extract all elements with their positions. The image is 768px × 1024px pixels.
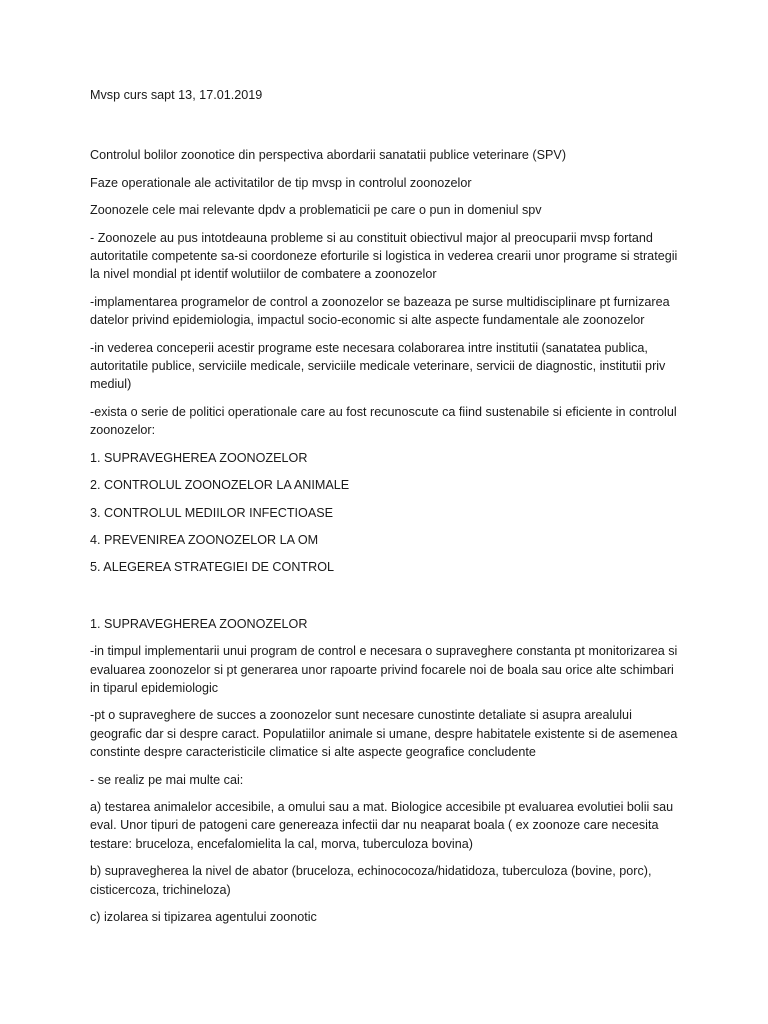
section-paragraph: - se realiz pe mai multe cai: — [90, 772, 244, 787]
intro-paragraph: -in vederea conceperii acestir programe este necesara colaborarea intre institutii (sanatatea publica, autoritatile publice, serviciile medicale, serviciile medicale veterinare, servicii de diagnostic, institutii priv mediul) — [90, 340, 666, 392]
intro-paragraph: - Zoonozele au pus intotdeauna probleme si au constituit obiectivul major al preocuparii mvsp fortand autoritatile competente sa-si coordoneze eforturile si logistica in vederea crearii unor programe si strategii la nivel mondial pt identif wolutiilor de combatere a zoonozelor — [90, 230, 678, 282]
intro-paragraph: Controlul bolilor zoonotice din perspectiva abordarii sanatatii publice veterinare (SPV) — [90, 148, 567, 163]
section-paragraph: c) izolarea si tipizarea agentului zoonotic — [90, 910, 317, 924]
intro-paragraph: -exista o serie de politici operationale care au fost recunoscute ca fiind sustenabile si eficiente in controlul zoonozelor: — [90, 404, 677, 438]
document-header: Mvsp curs sapt 13, 17.01.2019 — [90, 88, 263, 102]
section-paragraph: a) testarea animalelor accesibile, a omului sau a mat. Biologice accesibile pt evaluarea evolutiei bolii sau eval. Unor tipuri de patogeni care genereaza infectii dar nu neaparat boala ( ex zoonoze care necesita testare: bruceloza, encefalomielita la cal, morva, tuberculoza bovina) — [90, 799, 674, 851]
list-item: 1. SUPRAVEGHEREA ZOONOZELOR — [90, 450, 308, 465]
section-paragraph: -pt o supraveghere de succes a zoonozelor sunt necesare cunostinte detaliate si asupra arealului geografic dar si despre caract. Populatiilor animale si umane, despre habitatele existente si de asemenea constinte despre caracteristicile climatice si alte aspecte geografice concludente — [90, 708, 678, 760]
list-item: 4. PREVENIREA ZOONOZELOR LA OM — [90, 532, 319, 547]
list-item: 3. CONTROLUL MEDIILOR INFECTIOASE — [90, 505, 334, 520]
intro-paragraph: Zoonozele cele mai relevante dpdv a problematicii pe care o pun in domeniul spv — [90, 203, 542, 218]
section-paragraph: -in timpul implementarii unui program de control e necesara o supraveghere constanta pt monitorizarea si evaluarea zoonozelor si pt generarea unor rapoarte privind focarele noi de boala sau orice alte schimbari in tiparul epidemiologic — [90, 644, 678, 695]
section-paragraph: b) supravegherea la nivel de abator (bruceloza, echinococoza/hidatidoza, tuberculoza (bovine, porc), cisticercoza, trichineloza) — [90, 864, 652, 897]
document-page — [90, 86, 686, 935]
list-item: 5. ALEGEREA STRATEGIEI DE CONTROL — [90, 560, 335, 575]
section-heading: 1. SUPRAVEGHEREA ZOONOZELOR — [90, 616, 308, 631]
intro-paragraph: Faze operationale ale activitatilor de tip mvsp in controlul zoonozelor — [90, 175, 472, 190]
intro-paragraph: -implamentarea programelor de control a zoonozelor se bazeaza pe surse multidisciplinare pt furnizarea datelor privind epidemiologia, impactul socio-economic si alte aspecte fundamentale ale zoonozelor — [90, 294, 670, 328]
list-item: 2. CONTROLUL ZOONOZELOR LA ANIMALE — [90, 478, 350, 493]
